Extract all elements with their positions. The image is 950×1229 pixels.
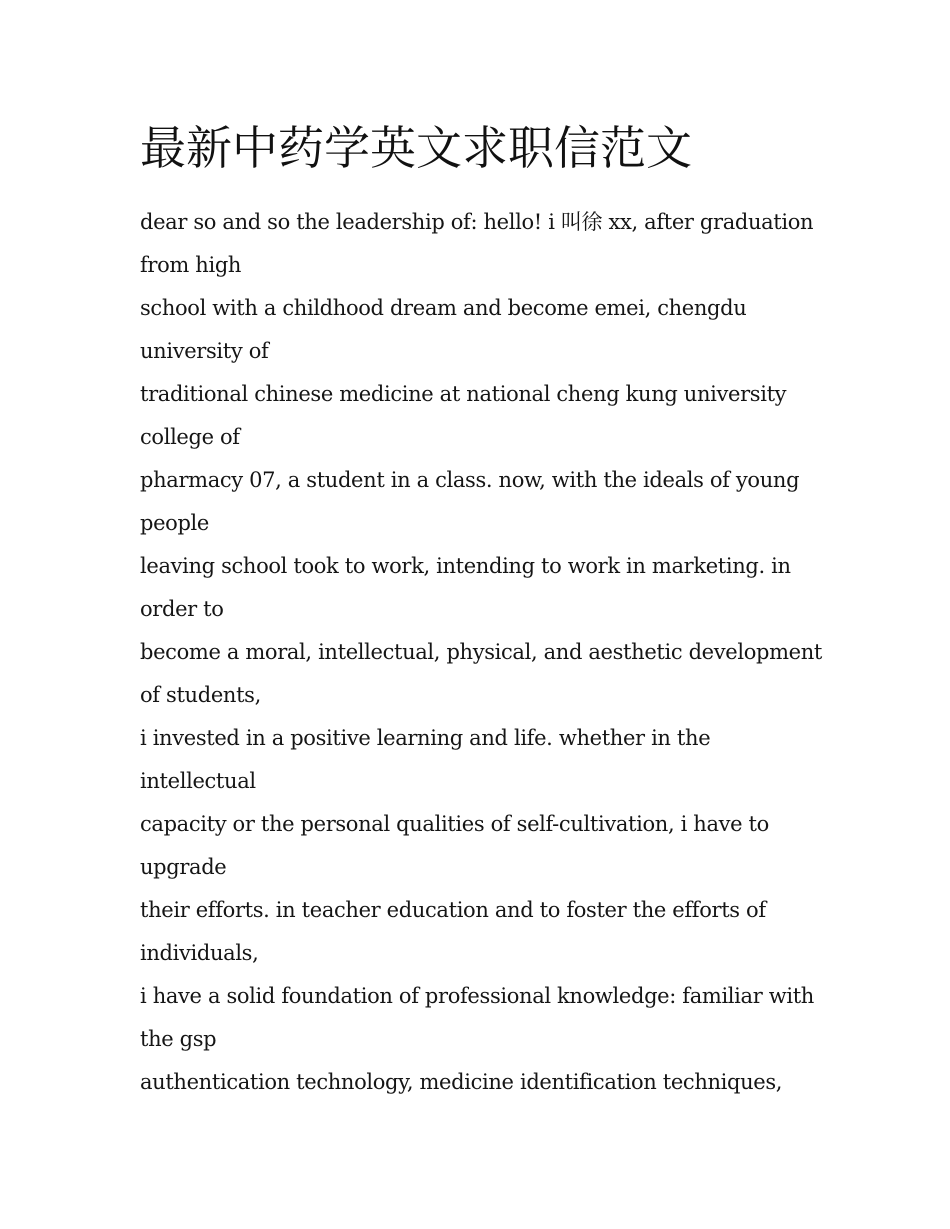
text-line: capacity or the personal qualities of self-cultivation, i have to	[140, 812, 769, 836]
text-line: intellectual	[140, 769, 256, 793]
text-line: become a moral, intellectual, physical, and aesthetic development	[140, 640, 823, 664]
text-line: i have a solid foundation of professional knowledge: familiar with	[140, 984, 814, 1008]
text-line: traditional chinese medicine at national cheng kung university	[140, 382, 787, 406]
text-line: university of	[140, 339, 269, 363]
text-line: school with a childhood dream and become emei, chengdu	[140, 296, 747, 320]
text-line: pharmacy 07, a student in a class. now, with the ideals of young	[140, 468, 800, 492]
page-title: 最新中药学英文求职信范文	[140, 121, 692, 175]
letter-body	[140, 201, 823, 1104]
text-line: upgrade	[140, 855, 227, 879]
text-line: people	[140, 511, 210, 535]
text-line: order to	[140, 597, 224, 621]
text-line: the gsp	[140, 1027, 217, 1051]
text-line: dear so and so the leadership of: hello! i 叫徐 xx, after graduation	[140, 210, 814, 234]
text-line: from high	[140, 253, 242, 277]
text-line: their efforts. in teacher education and to foster the efforts of	[140, 898, 766, 922]
text-line: of students,	[140, 683, 261, 707]
text-line: authentication technology, medicine identification techniques,	[140, 1070, 783, 1094]
text-line: i invested in a positive learning and life. whether in the	[140, 726, 711, 750]
text-line: college of	[140, 425, 240, 449]
text-line: leaving school took to work, intending to work in marketing. in	[140, 554, 791, 578]
text-line: individuals,	[140, 941, 259, 965]
